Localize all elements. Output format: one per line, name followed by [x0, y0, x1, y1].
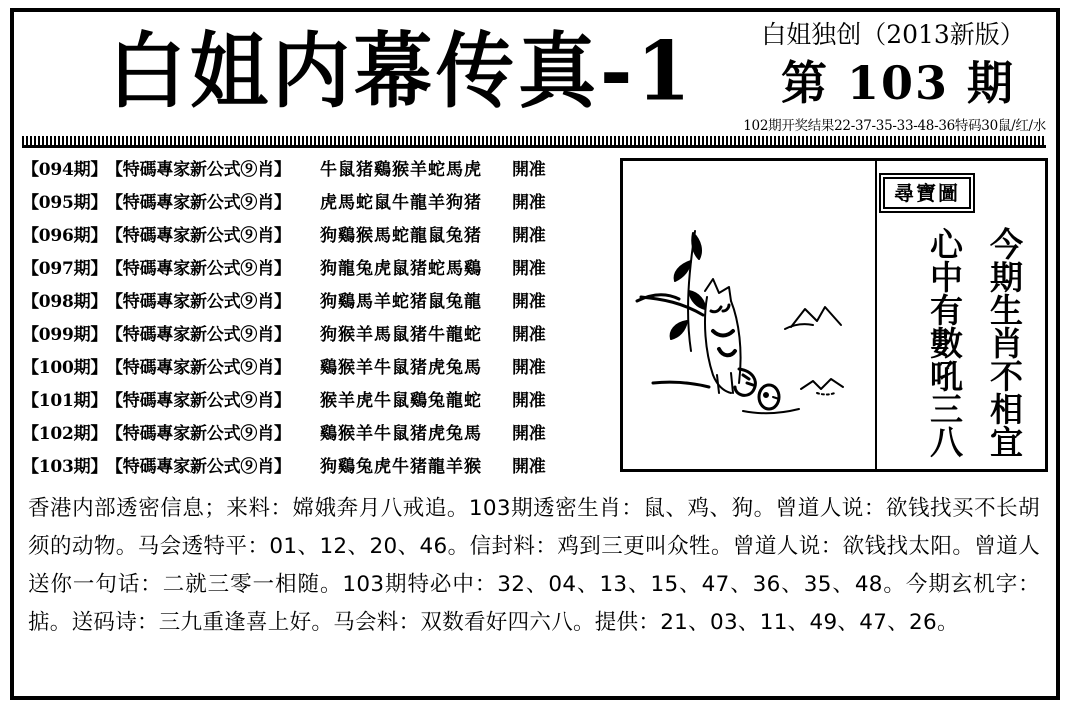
formula-list — [22, 154, 612, 484]
period-label: 【094期】 — [22, 160, 108, 180]
formula-row — [22, 352, 612, 385]
zodiac-list: 鷄猴羊牛鼠猪虎兔馬 — [320, 358, 482, 378]
formula-row — [22, 253, 612, 286]
period-label: 【097期】 — [22, 259, 108, 279]
edition-label: 白姐独创（2013新版） — [761, 20, 1025, 49]
period-label: 【101期】 — [22, 391, 108, 411]
period-label: 【099期】 — [22, 325, 108, 345]
treasure-picture-box — [620, 158, 1048, 472]
formula-name: 【特碼專家新公式⑨肖】 — [106, 391, 291, 411]
period-label: 【103期】 — [22, 457, 108, 477]
formula-name: 【特碼專家新公式⑨肖】 — [106, 226, 291, 246]
status-label: 開准 — [512, 424, 546, 444]
period-label: 【098期】 — [22, 292, 108, 312]
period-label: 【096期】 — [22, 226, 108, 246]
period-label: 【102期】 — [22, 424, 108, 444]
status-label: 開准 — [512, 457, 546, 477]
cat-illustration — [623, 161, 873, 469]
formula-name: 【特碼專家新公式⑨肖】 — [106, 292, 291, 312]
picture-divider — [875, 161, 877, 469]
zodiac-list: 牛鼠猪鷄猴羊蛇馬虎 — [320, 160, 482, 180]
period-label: 【100期】 — [22, 358, 108, 378]
formula-name: 【特碼專家新公式⑨肖】 — [106, 193, 291, 213]
formula-row — [22, 286, 612, 319]
status-label: 開准 — [512, 391, 546, 411]
zodiac-list: 狗鷄兔虎牛猪龍羊猴 — [320, 457, 482, 477]
zodiac-list: 狗龍兔虎鼠猪蛇馬鷄 — [320, 259, 482, 279]
formula-name: 【特碼專家新公式⑨肖】 — [106, 325, 291, 345]
zodiac-list: 狗鷄馬羊蛇猪鼠兔龍 — [320, 292, 482, 312]
hash-divider — [22, 136, 1046, 150]
formula-name: 【特碼專家新公式⑨肖】 — [106, 160, 291, 180]
formula-row — [22, 154, 612, 187]
status-label: 開准 — [512, 325, 546, 345]
status-label: 開准 — [512, 358, 546, 378]
formula-row — [22, 220, 612, 253]
status-label: 開准 — [512, 292, 546, 312]
formula-name: 【特碼專家新公式⑨肖】 — [106, 259, 291, 279]
insider-info-paragraph: 香港内部透密信息；来料：嫦娥奔月八戒追。103期透密生肖：鼠、鸡、狗。曾道人说：欲钱找买不长胡须的动物。马会透特平：01、12、20、46。信封料：鸡到三更叫众牲。曾道人说：欲钱找太阳。曾道人送你一句话：二就三零一相随。103期特必中：32、04、13、15、47、36、35、48。今期玄机字：掂。送码诗：三九重逢喜上好。马会料：双数看好四六八。提供：21、03、11、49、47、26。 — [28, 496, 1040, 635]
riddle-line-1: 今期生肖不相宜 — [985, 227, 1024, 458]
page-title: 白姐内幕传真-1 — [108, 23, 695, 120]
status-label: 開准 — [512, 259, 546, 279]
formula-name: 【特碼專家新公式⑨肖】 — [106, 457, 291, 477]
zodiac-list: 猴羊虎牛鼠鷄兔龍蛇 — [320, 391, 482, 411]
formula-row — [22, 319, 612, 352]
status-label: 開准 — [512, 226, 546, 246]
formula-row — [22, 418, 612, 451]
period-label: 【095期】 — [22, 193, 108, 213]
status-label: 開准 — [512, 160, 546, 180]
treasure-map-label: 尋寶圖 — [879, 173, 975, 213]
zodiac-list: 虎馬蛇鼠牛龍羊狗猪 — [320, 193, 482, 213]
riddle-line-2: 心中有數吼三八 — [925, 227, 964, 458]
status-label: 開准 — [512, 193, 546, 213]
zodiac-list: 鷄猴羊牛鼠猪虎兔馬 — [320, 424, 482, 444]
last-draw-result: 102期开奖结果22-37-35-33-48-36特码30鼠/红/水 — [743, 118, 1046, 134]
formula-row — [22, 187, 612, 220]
issue-number: 第 103 期 — [780, 56, 1016, 110]
zodiac-list: 狗猴羊馬鼠猪牛龍蛇 — [320, 325, 482, 345]
formula-name: 【特碼專家新公式⑨肖】 — [106, 358, 291, 378]
formula-row — [22, 385, 612, 418]
zodiac-list: 狗鷄猴馬蛇龍鼠兔猪 — [320, 226, 482, 246]
formula-row — [22, 451, 612, 484]
formula-name: 【特碼專家新公式⑨肖】 — [106, 424, 291, 444]
